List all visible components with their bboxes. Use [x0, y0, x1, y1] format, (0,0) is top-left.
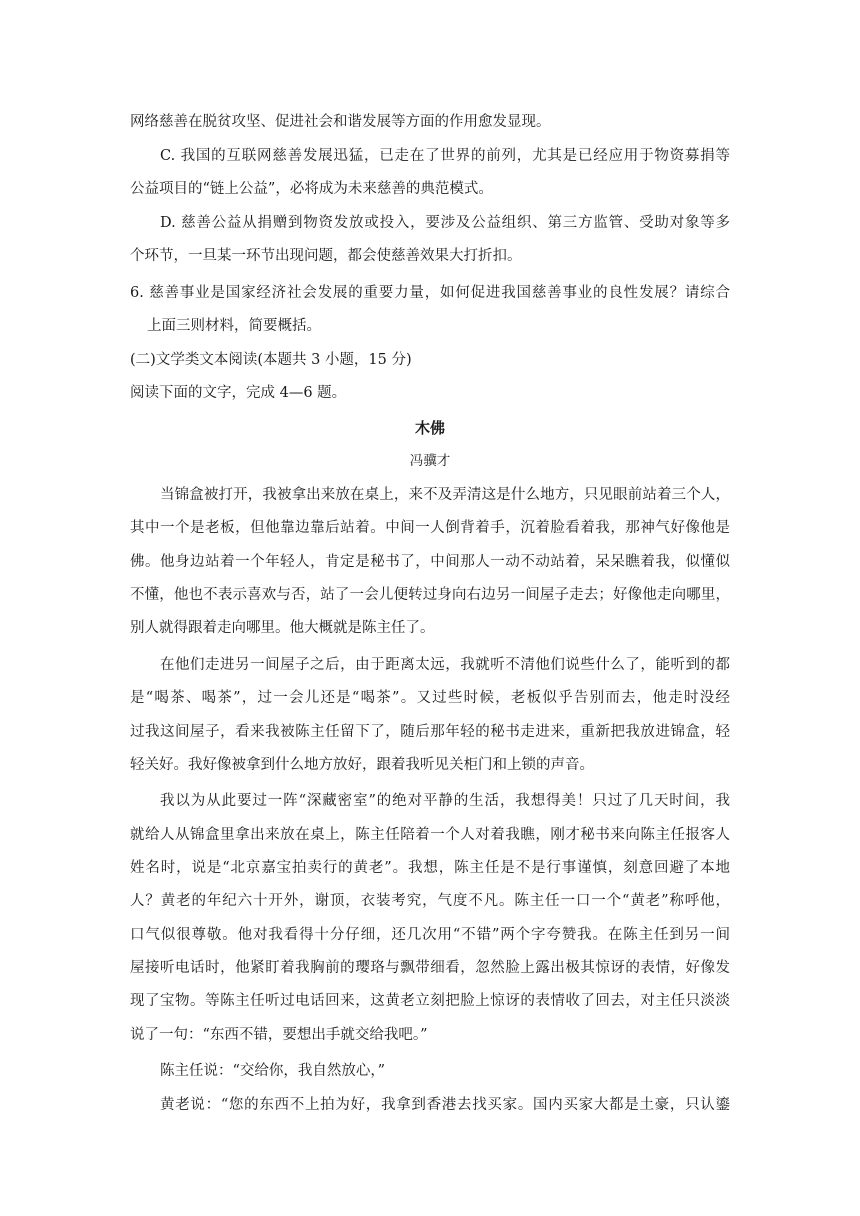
story-author: 冯骥才 [409, 453, 451, 469]
text-line: 佛。他身边站着一个年轻人，肯定是秘书了，中间那人一动不动站着，呆呆瞧着我，似懂似 [130, 554, 730, 570]
text-line: 阅读下面的文字，完成 4—6 题。 [130, 385, 347, 401]
text-line: 陈主任说：“交给你，我自然放心，” [160, 1063, 386, 1079]
text-line: 公益项目的“链上公益”，必将成为未来慈善的典范模式。 [130, 181, 493, 197]
text-line: C. 我国的互联网慈善发展迅猛，已走在了世界的前列，尤其是已经应用于物资募捐等 [160, 148, 730, 164]
text-line: 屋接听电话时，他紧盯着我胸前的璎珞与飘带细看，忽然脸上露出极其惊讶的表情，好像发 [130, 960, 730, 976]
text-line: 人？黄老的年纪六十开外，谢顶，衣装考究，气度不凡。陈主任一口一个“黄老”称呼他， [130, 893, 730, 909]
text-line: 轻关好。我好像被拿到什么地方放好，跟着我听见关柜门和上锁的声音。 [130, 757, 594, 773]
text-line: 个环节，一旦某一环节出现问题，都会使慈善效果大打折扣。 [130, 248, 522, 264]
text-line: 就给人从锦盒里拿出来放在桌上，陈主任陪着一个人对着我瞧，刚才秘书来向陈主任报客人 [130, 827, 730, 843]
text-line: 过我这间屋子，看来我被陈主任留下了，随后那年轻的秘书走进来，重新把我放进锦盒，轻 [130, 724, 730, 740]
text-line: 我以为从此要过一阵“深藏密室”的绝对平静的生活，我想得美！只过了几天时间，我 [160, 793, 730, 809]
text-line: 6. 慈善事业是国家经济社会发展的重要力量，如何促进我国慈善事业的良性发展？请综合 [130, 285, 730, 301]
text-line: 现了宝物。等陈主任听过电话回来，这黄老立刻把脸上惊讶的表情收了回去，对主任只淡淡 [130, 993, 730, 1009]
text-line: 姓名时，说是“北京嘉宝拍卖行的黄老”。我想，陈主任是不是行事谨慎，刻意回避了本地 [130, 860, 730, 876]
text-line: 网络慈善在脱贫攻坚、促进社会和谐发展等方面的作用愈发显现。 [130, 114, 551, 130]
text-line: 上面三则材料，简要概括。 [147, 318, 321, 334]
story-title: 木佛 [414, 419, 445, 437]
text-line: 不懂，他也不表示喜欢与否，站了一会儿便转过身向右边另一间屋子走去；好像他走向哪里， [130, 587, 730, 603]
text-line: 别人就得跟着走向哪里。他大概就是陈主任了。 [130, 620, 435, 636]
text-line: 当锦盒被打开，我被拿出来放在桌上，来不及弄清这是什么地方，只见眼前站着三个人， [160, 487, 730, 503]
text-line: 口气似很尊敬。他对我看得十分仔细，还几次用“不错”两个字夸赞我。在陈主任到另一间 [130, 927, 730, 943]
text-line: 是“喝茶、喝茶”，过一会儿还是“喝茶”。又过些时候，老板似乎告别而去，他走时没经 [130, 690, 730, 706]
text-line: 说了一句：“东西不错，要想出手就交给我吧。” [130, 1027, 428, 1043]
text-line: (二)文学类文本阅读(本题共 3 小题，15 分) [130, 352, 412, 368]
text-line: 在他们走进另一间屋子之后，由于距离太远，我就听不清他们说些什么了，能听到的都 [160, 657, 730, 673]
text-line: 其中一个是老板，但他靠边靠后站着。中间一人倒背着手，沉着脸看着我，那神气好像他是 [130, 520, 730, 536]
text-line: 黄老说：“您的东西不上拍为好，我拿到香港去找买家。国内买家大都是土豪，只认鎏 [160, 1097, 730, 1113]
text-line: D. 慈善公益从捐赠到物资发放或投入，要涉及公益组织、第三方监管、受助对象等多 [160, 215, 730, 231]
